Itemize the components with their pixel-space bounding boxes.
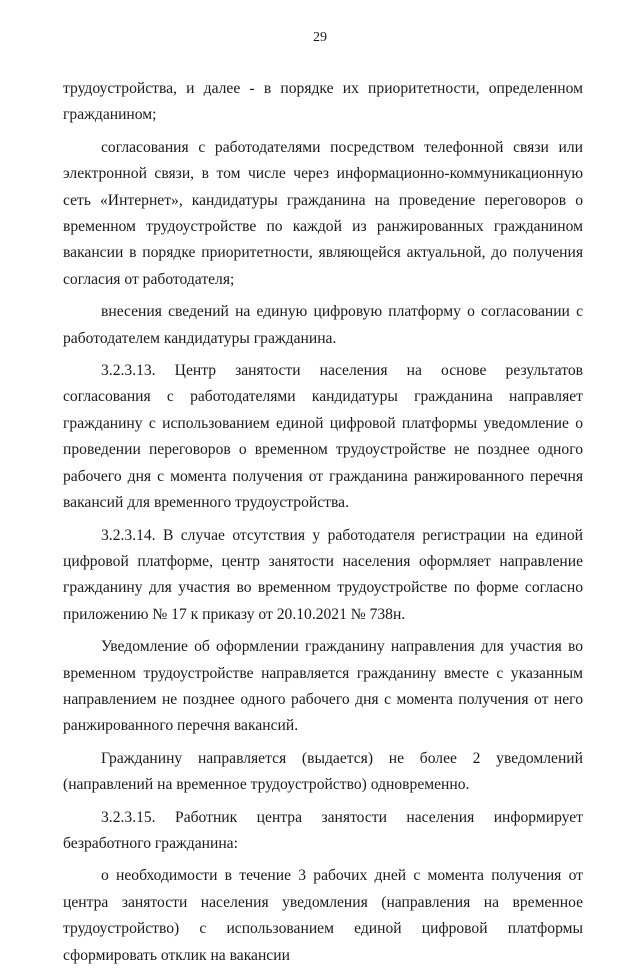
paragraph-limit: Гражданину направляется (выдается) не более 2 уведомлений (направлений на временное трудоустройство) одновременно. — [63, 749, 583, 794]
paragraph-continuation: трудоустройства, и далее - в порядке их приоритетности, определенном гражданином; — [63, 80, 583, 124]
paragraph-platform-entry: внесения сведений на единую цифровую платформу о согласовании с работодателем кандидатуры гражданина. — [63, 303, 583, 347]
paragraph-3-2-3-15: 3.2.3.15. Работник центра занятости населения информирует безработного гражданина: — [63, 808, 583, 852]
paragraph-3-2-3-14: 3.2.3.14. В случае отсутствия у работодателя регистрации на единой цифровой платформе, центр занятости населения оформляет направление гражданину для участия во временном трудоустройстве по форме согласно приложению № 17 к приказу от 20.10.2021 № 738н. — [63, 526, 583, 623]
paragraph-3-2-3-13: 3.2.3.13. Центр занятости населения на основе результатов согласования с работодателями кандидатуры гражданина направляет гражданину с использованием единой цифровой платформы уведомление о проведении переговоров о временном трудоустройстве не позднее одного рабочего дня с момента получения от гражданина ранжированного перечня вакансий для временного трудоустройства. — [63, 362, 583, 512]
paragraph-notification: Уведомление об оформлении гражданину направления для участия во временном трудоустройстве направляется гражданину вместе с указанным направлением не позднее одного рабочего дня с момента получения от него ранжированного перечня вакансий. — [63, 638, 583, 735]
page-number: 29 — [313, 30, 327, 45]
paragraph-response-deadline: о необходимости в течение 3 рабочих дней с момента получения от центра занятости населения уведомления (направления на временное трудоустройство) с использованием единой цифровой платформы сформировать отклик на вакансии — [63, 867, 583, 964]
paragraph-coordination: согласования с работодателями посредством телефонной связи или электронной связи, в том числе через информационно-коммуникационную сеть «Интернет», кандидатуры гражданина на проведение переговоров о временном трудоустройстве по каждой из ранжированных гражданином вакансии в порядке приоритетности, являющейся актуальной, до получения согласия от работодателя; — [63, 138, 583, 288]
document-body — [63, 76, 583, 975]
